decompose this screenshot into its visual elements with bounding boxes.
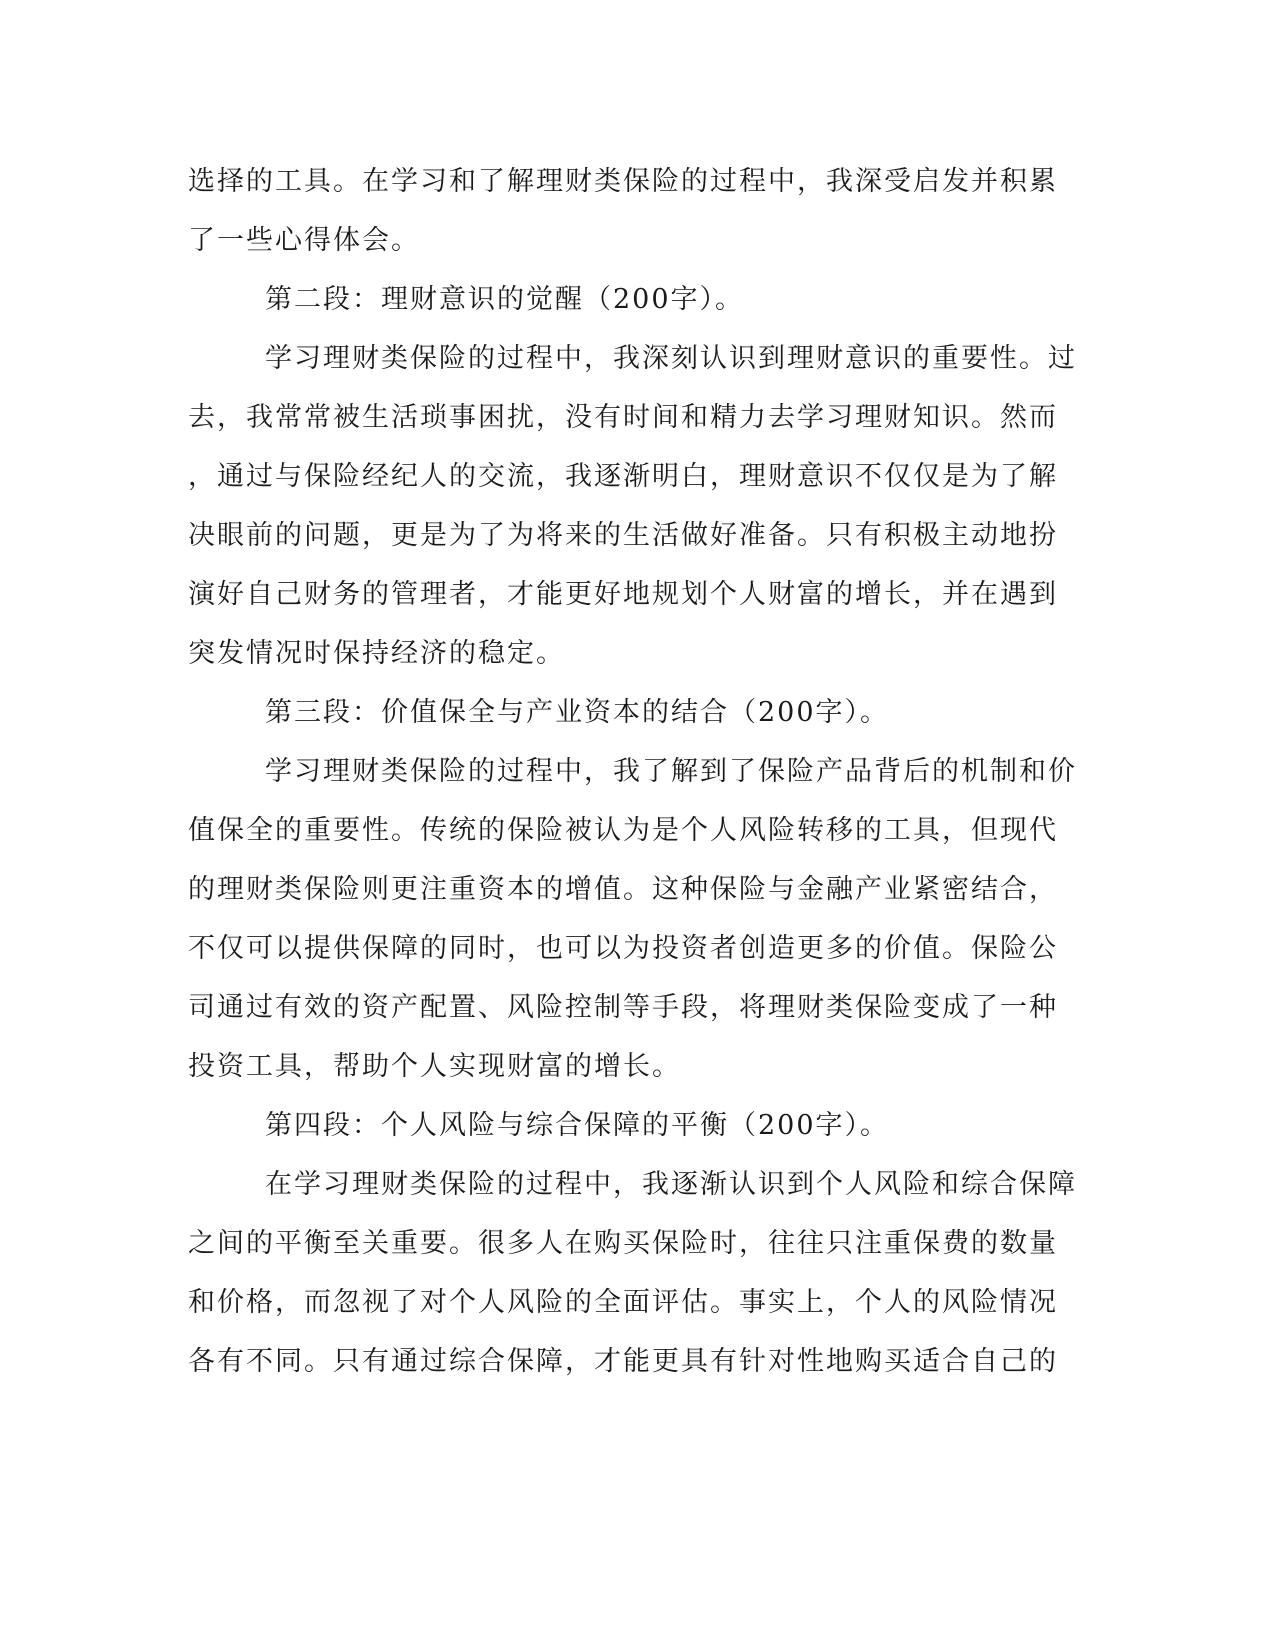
text-line: 和价格，而忽视了对个人风险的全面评估。事实上，个人的风险情况: [188, 1287, 1058, 1318]
text-line: 选择的工具。在学习和了解理财类保险的过程中，我深受启发并积累: [188, 166, 1058, 197]
section-heading: 第四段：个人风险与综合保障的平衡（200字）。: [265, 1110, 890, 1141]
text-line: 学习理财类保险的过程中，我深刻认识到理财意识的重要性。过: [265, 343, 1077, 374]
text-line: 学习理财类保险的过程中，我了解到了保险产品背后的机制和价: [265, 756, 1077, 787]
text-line: 决眼前的问题，更是为了为将来的生活做好准备。只有积极主动地扮: [188, 520, 1058, 551]
text-line: 突发情况时保持经济的稳定。: [188, 638, 565, 669]
text-line: 投资工具，帮助个人实现财富的增长。: [188, 1051, 681, 1082]
text-line: 各有不同。只有通过综合保障，才能更具有针对性地购买适合自己的: [188, 1346, 1058, 1377]
text-line: 之间的平衡至关重要。很多人在购买保险时，往往只注重保费的数量: [188, 1228, 1058, 1259]
text-line: 了一些心得体会。: [188, 225, 420, 256]
section-heading: 第三段：价值保全与产业资本的结合（200字）。: [265, 697, 890, 728]
text-line: 演好自己财务的管理者，才能更好地规划个人财富的增长，并在遇到: [188, 579, 1058, 610]
text-line: 在学习理财类保险的过程中，我逐渐认识到个人风险和综合保障: [265, 1169, 1077, 1200]
text-line: 司通过有效的资产配置、风险控制等手段，将理财类保险变成了一种: [188, 992, 1058, 1023]
text-line: ，通过与保险经纪人的交流，我逐渐明白，理财意识不仅仅是为了解: [188, 461, 1058, 492]
section-heading: 第二段：理财意识的觉醒（200字）。: [265, 284, 745, 315]
text-line: 去，我常常被生活琐事困扰，没有时间和精力去学习理财知识。然而: [188, 402, 1058, 433]
text-line: 的理财类保险则更注重资本的增值。这种保险与金融产业紧密结合，: [188, 874, 1058, 905]
text-line: 值保全的重要性。传统的保险被认为是个人风险转移的工具，但现代: [188, 815, 1058, 846]
text-line: 不仅可以提供保障的同时，也可以为投资者创造更多的价值。保险公: [188, 933, 1058, 964]
